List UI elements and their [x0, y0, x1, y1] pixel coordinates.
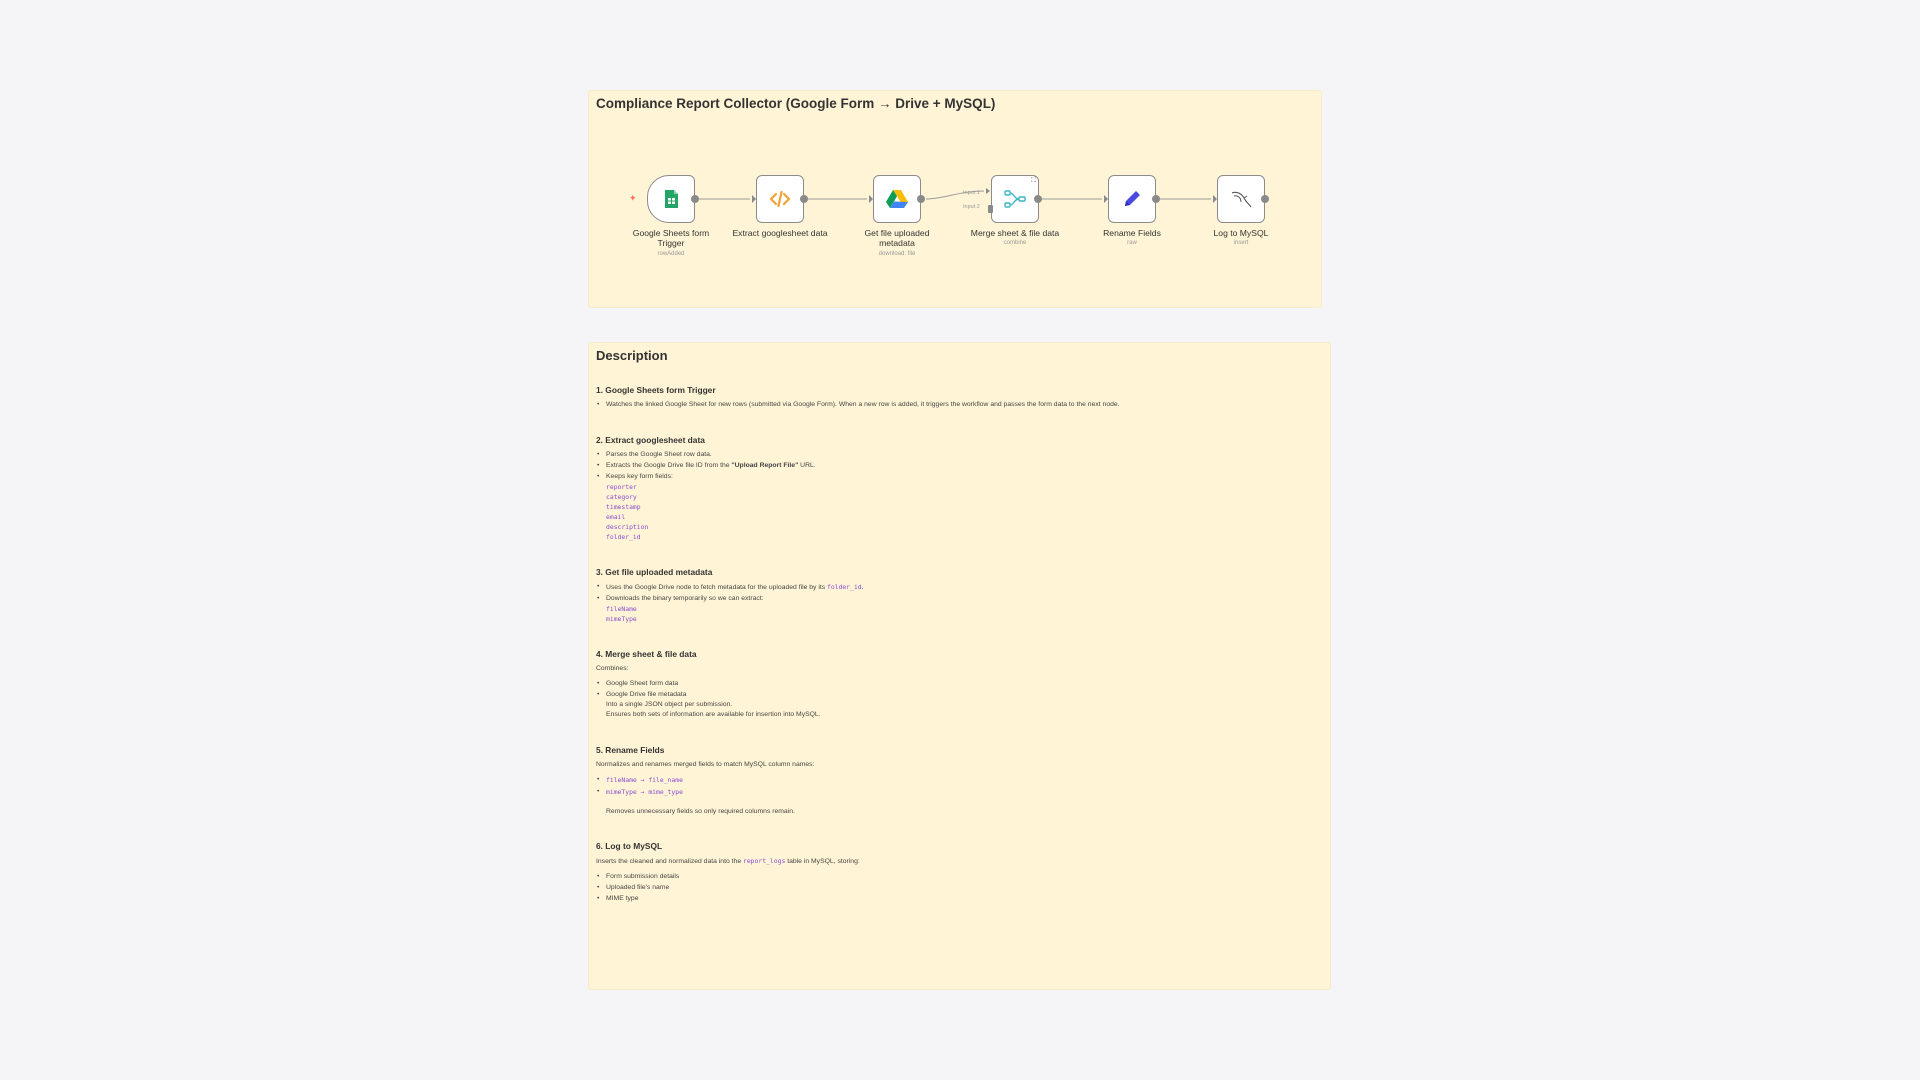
text: • Google Drive file metadata [606, 691, 687, 698]
bold-text: "Upload Report File" [731, 462, 799, 469]
section-heading: 3. Get file uploaded metadata [596, 567, 713, 577]
pencil-icon [1121, 188, 1143, 210]
list-item [606, 787, 1321, 798]
workflow-title: Compliance Report Collector (Google Form → Drive + MySQL) [596, 96, 996, 111]
output-handle[interactable] [917, 195, 925, 203]
description-sticky-note[interactable] [588, 342, 1331, 990]
list-item: • Parses the Google Sheet row data. [606, 450, 1321, 460]
list-item: • Form submission details [606, 872, 1321, 882]
node-label: Google Sheets form Trigger [632, 228, 710, 248]
list-item: • Uploaded file's name [606, 883, 1321, 893]
mysql-icon [1229, 188, 1253, 210]
node-google-sheets-trigger[interactable] [647, 175, 695, 223]
field-name: reporter [606, 483, 637, 491]
section-get-file-metadata [596, 567, 1321, 624]
section-heading: 6. Log to MySQL [596, 841, 663, 851]
output-handle[interactable] [800, 195, 808, 203]
text: table in MySQL, storing: [785, 858, 860, 865]
workflow-connections [589, 91, 1323, 309]
text: Keeps key form fields: [606, 473, 673, 480]
text: Into a single JSON object per submission. [606, 701, 733, 708]
node-label: Rename Fields [1103, 228, 1161, 238]
code-icon [769, 188, 791, 210]
list-item: • Google Sheet form data [606, 679, 1321, 689]
paragraph [596, 856, 1321, 867]
node-rename-fields[interactable] [1108, 175, 1156, 223]
node-label: Extract googlesheet data [732, 228, 828, 238]
expand-icon[interactable]: ⛶ [1031, 177, 1036, 184]
section-heading: 2. Extract googlesheet data [596, 435, 705, 445]
field-name: timestamp [606, 503, 641, 511]
paragraph: Normalizes and renames merged fields to match MySQL column names: [596, 761, 815, 768]
description-title: Description [596, 348, 668, 363]
google-drive-icon [885, 188, 909, 210]
merge-icon [1003, 188, 1027, 210]
output-handle[interactable] [1261, 195, 1269, 203]
section-log-to-mysql [596, 841, 1321, 904]
node-label: Log to MySQL [1213, 228, 1269, 238]
node-subtitle: rowAdded [657, 251, 685, 257]
node-subtitle: insert [1233, 240, 1249, 246]
merge-input-1-label: Input 1 [963, 190, 980, 196]
list-item [606, 690, 1321, 720]
text: Extracts the Google Drive file ID from the [606, 462, 732, 469]
section-merge-data [596, 649, 1321, 720]
text: URL. [798, 462, 816, 469]
text: Downloads the binary temporarily so we can extract: [606, 595, 764, 602]
node-extract-googlesheet-data[interactable] [756, 175, 804, 223]
output-handle[interactable] [691, 195, 699, 203]
workflow-sticky-note[interactable] [588, 90, 1322, 308]
google-sheets-icon [660, 188, 682, 210]
node-label: Get file uploaded metadata [864, 228, 930, 248]
arrow-head [986, 188, 990, 194]
field-name: description [606, 523, 649, 531]
text: Inserts the cleaned and normalized data into the [596, 858, 743, 865]
node-label: Merge sheet & file data [970, 228, 1060, 238]
field-name: folder_id [606, 533, 641, 541]
section-extract-googlesheet-data [596, 435, 1321, 542]
section-rename-fields [596, 745, 1321, 817]
inline-code: report_logs [742, 857, 786, 865]
section-heading: 1. Google Sheets form Trigger [596, 385, 716, 395]
field-name: category [606, 493, 637, 501]
node-subtitle: download: file [878, 251, 916, 257]
inline-code: mimeType → mime_type [606, 788, 683, 796]
output-handle[interactable] [1034, 195, 1042, 203]
field-name: mimeType [606, 615, 637, 623]
inline-code: fileName → file_name [606, 776, 683, 784]
node-subtitle: combine [1003, 240, 1027, 246]
list-item [606, 594, 1321, 624]
list-item [606, 582, 1321, 593]
node-log-to-mysql[interactable] [1217, 175, 1265, 223]
list-item [606, 775, 1321, 786]
text: Uses the Google Drive node to fetch metadata for the uploaded file by its [606, 584, 828, 591]
list-item: • MIME type [606, 894, 1321, 904]
section-heading: 4. Merge sheet & file data [596, 649, 697, 659]
field-name: email [606, 513, 626, 521]
output-handle[interactable] [1152, 195, 1160, 203]
node-get-file-uploaded-metadata[interactable] [873, 175, 921, 223]
section-google-sheets-trigger [596, 385, 1321, 410]
list-item [606, 472, 1321, 542]
description-content [596, 385, 1321, 905]
list-item [606, 461, 1321, 471]
node-subtitle: raw [1127, 240, 1137, 246]
trigger-bolt-icon: ✦ [629, 193, 637, 203]
inline-code: folder_id [827, 583, 862, 591]
merge-input-2-label: Input 2 [963, 204, 980, 210]
field-name: fileName [606, 605, 637, 613]
list-item: • Watches the linked Google Sheet for new rows (submitted via Google Form). When a new row is added, it triggers the workflow and passes the form data to the next node. [606, 400, 1321, 410]
input-handle[interactable] [988, 205, 993, 213]
paragraph: Removes unnecessary fields so only required columns remain. [606, 808, 795, 815]
text: . [861, 584, 864, 591]
paragraph: Combines: [596, 665, 629, 672]
text: Ensures both sets of information are available for insertion into MySQL. [606, 711, 821, 718]
section-heading: 5. Rename Fields [596, 745, 665, 755]
node-merge-sheet-file-data[interactable] [991, 175, 1039, 223]
